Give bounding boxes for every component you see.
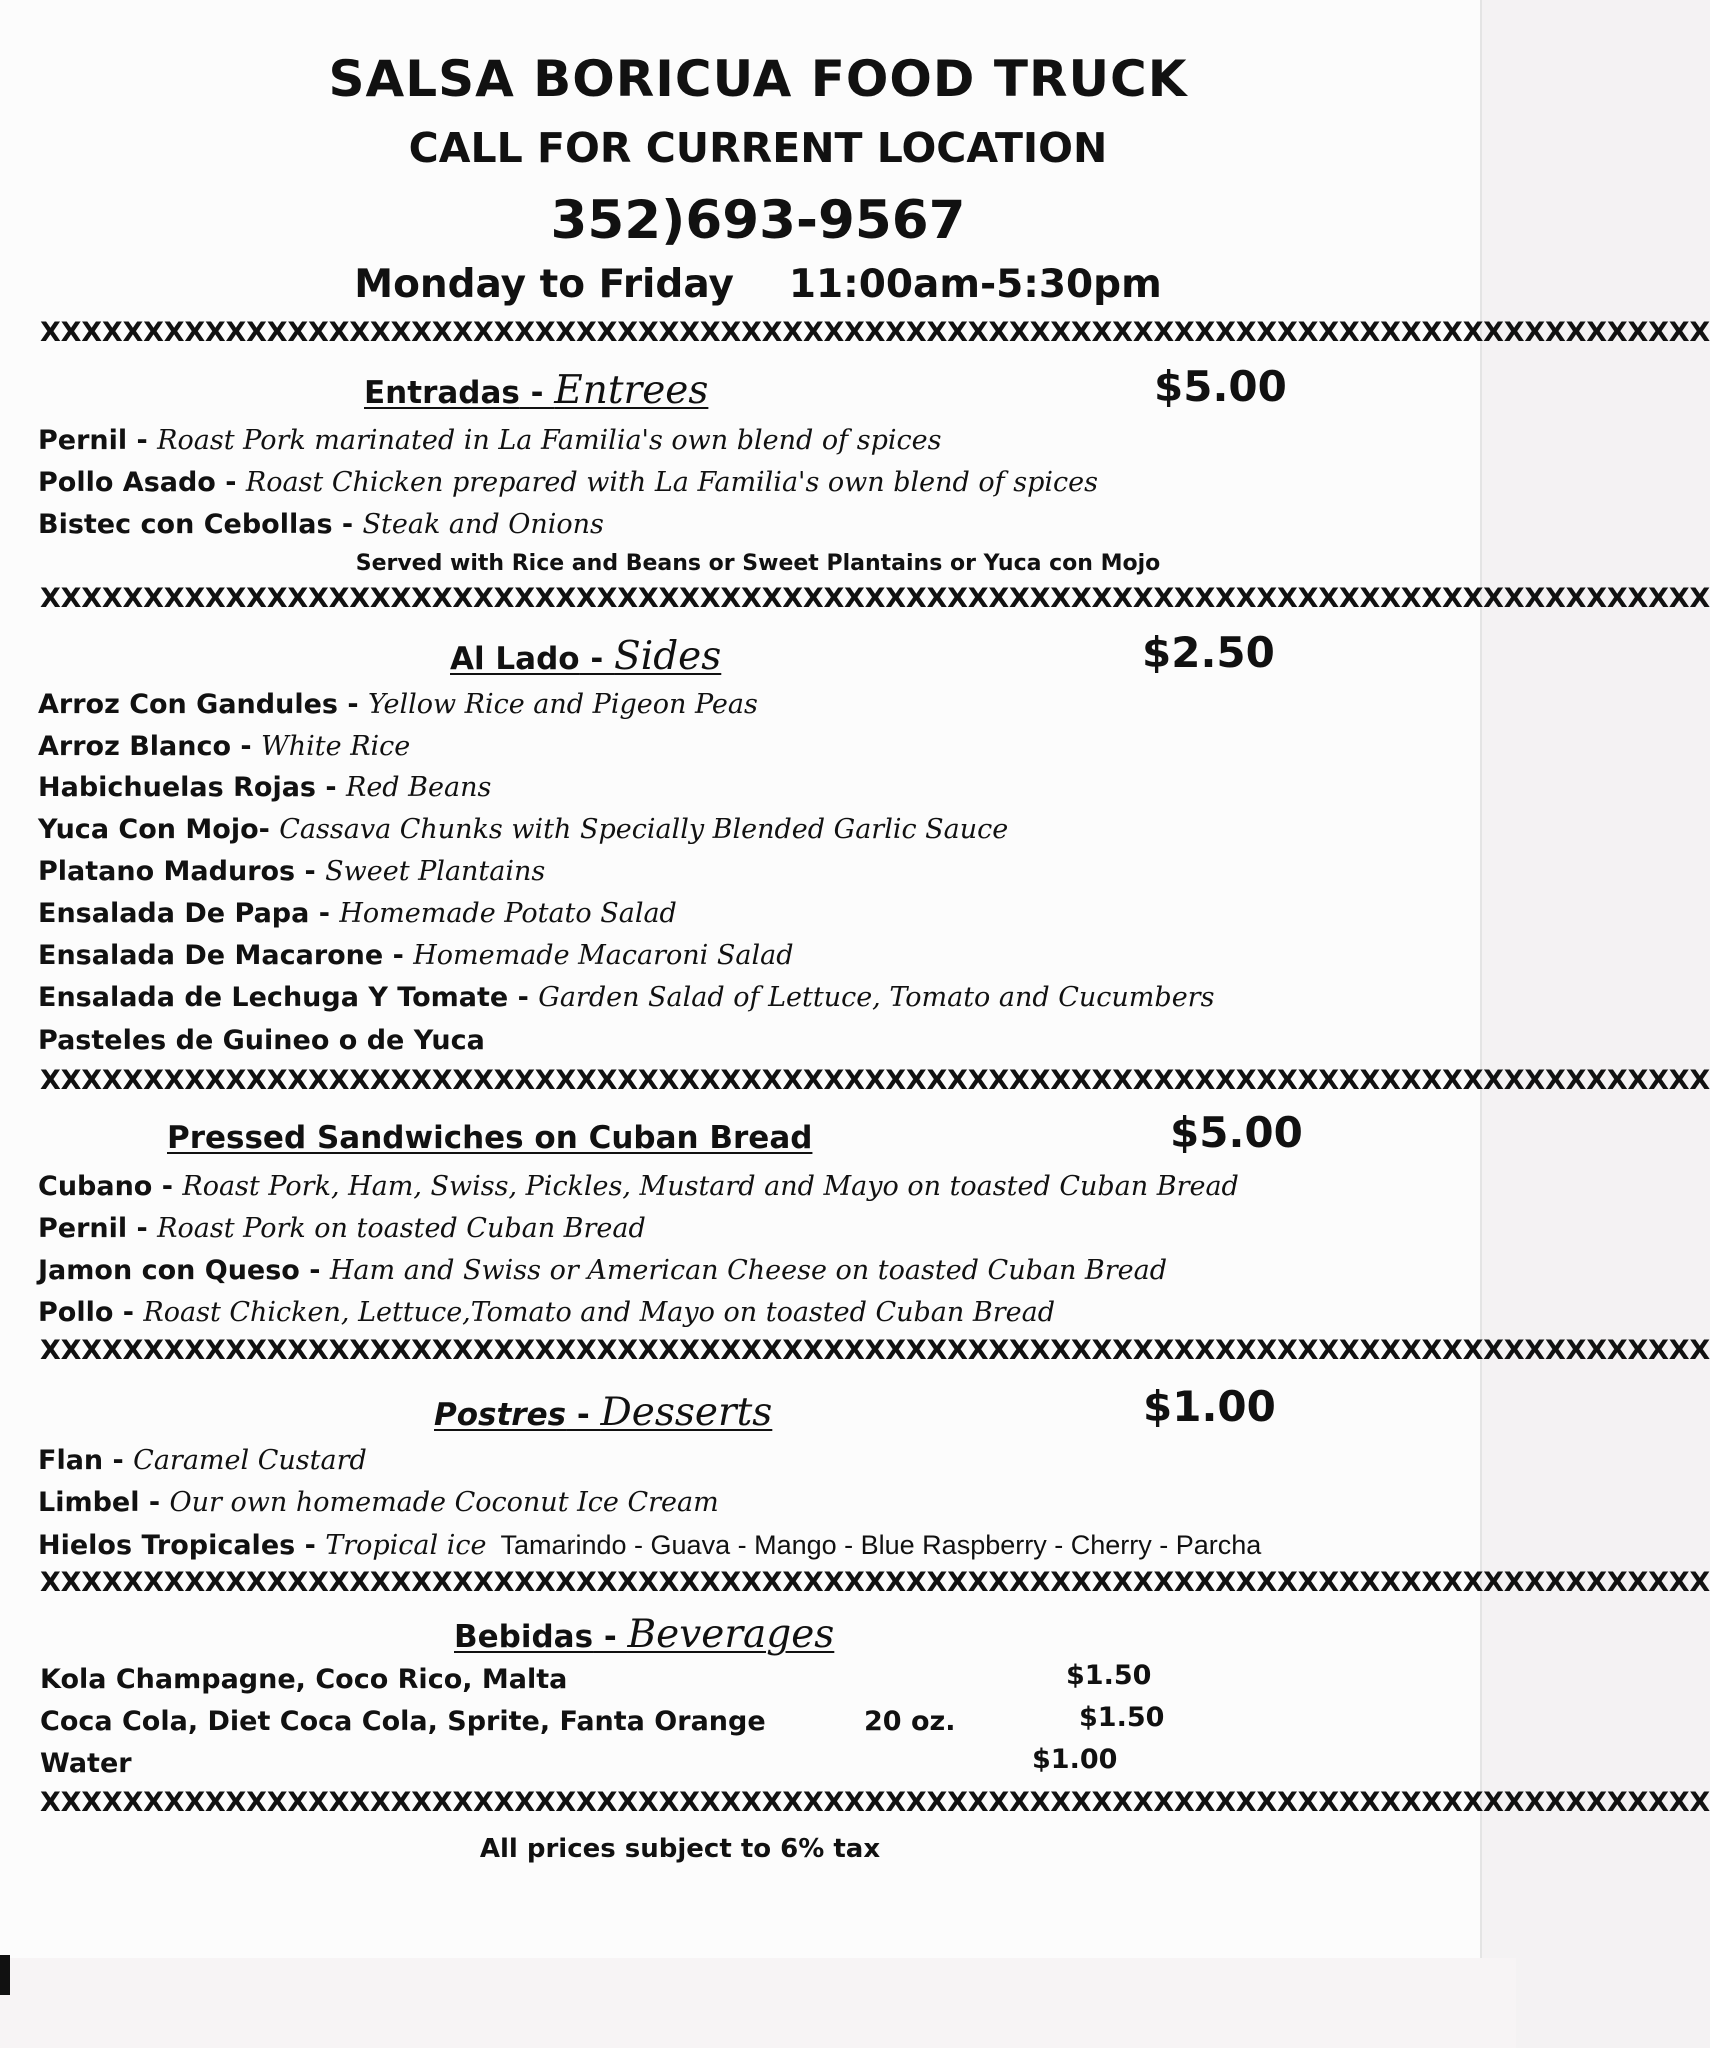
section-price-desserts: $1.00 xyxy=(1143,1382,1276,1431)
menu-item xyxy=(38,1170,1239,1204)
menu-item xyxy=(38,466,1098,500)
item-name: Pollo Asado - xyxy=(38,467,246,498)
menu-item xyxy=(38,1212,646,1246)
beverage-item: Coca Cola, Diet Coca Cola, Sprite, Fanta Orange xyxy=(40,1706,766,1737)
scan-edge-mark xyxy=(0,1955,10,1995)
item-description: Roast Pork, Ham, Swiss, Pickles, Mustard and Mayo on toasted Cuban Bread xyxy=(182,1171,1239,1202)
item-name: Flan - xyxy=(38,1445,134,1476)
tax-note: All prices subject to 6% tax xyxy=(479,1834,881,1864)
menu-item xyxy=(38,730,410,764)
item-description: Sweet Plantains xyxy=(325,856,546,887)
item-name: Arroz Blanco - xyxy=(38,731,262,762)
item-description: Yellow Rice and Pigeon Peas xyxy=(367,689,758,720)
heading-en: Beverages xyxy=(627,1612,835,1657)
item-description: Roast Pork marinated in La Familia's own blend of spices xyxy=(157,425,942,456)
menu-item xyxy=(38,1486,719,1520)
beverage-item: Kola Champagne, Coco Rico, Malta xyxy=(40,1664,568,1695)
item-description: Tropical ice xyxy=(325,1530,487,1561)
heading-dash: - xyxy=(566,1397,601,1433)
menu-item xyxy=(38,508,604,542)
item-name: Arroz Con Gandules - xyxy=(38,689,368,720)
item-name: Platano Maduros - xyxy=(38,856,326,887)
beverage-size: 20 oz. xyxy=(864,1706,956,1737)
section-heading-entrees xyxy=(364,368,708,413)
heading-dash: - xyxy=(579,641,615,677)
phone-number: 352)693-9567 xyxy=(550,190,966,251)
menu-title: SALSA BORICUA FOOD TRUCK xyxy=(328,50,1188,108)
item-name: Pasteles de Guineo o de Yuca xyxy=(38,1025,485,1056)
heading-en: Desserts xyxy=(600,1390,773,1435)
menu-item xyxy=(38,1024,485,1058)
section-heading-sandwiches: Pressed Sandwiches on Cuban Bread xyxy=(167,1120,813,1156)
beverage-price: $1.00 xyxy=(1032,1744,1118,1775)
heading-en: Entrees xyxy=(554,368,709,413)
separator-line: XXXXXXXXXXXXXXXXXXXXXXXXXXXXXXXXXXXXXXXXXXXXXXXXXXXXXXXXXXXXXXXXXXXXXXXXXXXXXXXXX xyxy=(40,1787,1710,1818)
beverage-price: $1.50 xyxy=(1079,1702,1165,1733)
item-description: Roast Chicken prepared with La Familia's own blend of spices xyxy=(245,467,1098,498)
section-heading-sides xyxy=(450,634,721,679)
menu-item xyxy=(38,981,1214,1015)
section-price-sandwiches: $5.00 xyxy=(1170,1108,1303,1157)
item-description: Caramel Custard xyxy=(133,1445,367,1476)
item-name: Limbel - xyxy=(38,1487,170,1518)
item-description: Red Beans xyxy=(346,772,492,803)
menu-item xyxy=(38,855,545,889)
separator-line: XXXXXXXXXXXXXXXXXXXXXXXXXXXXXXXXXXXXXXXXXXXXXXXXXXXXXXXXXXXXXXXXXXXXXXXXXXXXXXXXX xyxy=(40,1335,1710,1366)
menu-item xyxy=(38,813,1008,847)
menu-item xyxy=(38,939,794,973)
item-description: Roast Chicken, Lettuce,Tomato and Mayo on toasted Cuban Bread xyxy=(143,1297,1055,1328)
item-name: Hielos Tropicales - xyxy=(38,1530,326,1561)
item-description: Roast Pork on toasted Cuban Bread xyxy=(157,1213,646,1244)
location-note: CALL FOR CURRENT LOCATION xyxy=(408,124,1108,172)
menu-item xyxy=(38,771,491,805)
item-name: Ensalada De Macarone - xyxy=(38,940,414,971)
item-name: Jamon con Queso - xyxy=(38,1255,330,1286)
item-name: Pollo - xyxy=(38,1297,144,1328)
hours-days: Monday to Friday xyxy=(354,262,734,307)
item-name: Pernil - xyxy=(38,425,158,456)
item-name: Ensalada De Papa - xyxy=(38,898,340,929)
flavor-list: Tamarindo - Guava - Mango - Blue Raspberry - Cherry - Parcha xyxy=(500,1530,1262,1560)
heading-es: Postres xyxy=(434,1397,567,1433)
section-heading-desserts xyxy=(434,1390,772,1435)
section-price-entrees: $5.00 xyxy=(1154,362,1287,411)
heading-en: Sides xyxy=(614,634,722,679)
heading-es: Bebidas xyxy=(454,1619,594,1655)
item-description: Steak and Onions xyxy=(362,509,604,540)
item-description: Homemade Potato Salad xyxy=(339,898,677,929)
beverage-item: Water xyxy=(40,1748,132,1779)
menu-item xyxy=(38,1296,1055,1330)
menu-item xyxy=(38,1528,1261,1563)
item-description: Homemade Macaroni Salad xyxy=(413,940,794,971)
separator-line: XXXXXXXXXXXXXXXXXXXXXXXXXXXXXXXXXXXXXXXXXXXXXXXXXXXXXXXXXXXXXXXXXXXXXXXXXXXXXXXXX xyxy=(40,1567,1710,1598)
item-name: Bistec con Cebollas - xyxy=(38,509,363,540)
separator-line: XXXXXXXXXXXXXXXXXXXXXXXXXXXXXXXXXXXXXXXXXXXXXXXXXXXXXXXXXXXXXXXXXXXXXXXXXXXXXXXXX xyxy=(40,583,1710,614)
item-description: White Rice xyxy=(261,731,411,762)
menu-item xyxy=(38,1444,367,1478)
heading-dash: - xyxy=(519,375,555,411)
heading-es: Al Lado xyxy=(450,641,580,677)
menu-item xyxy=(38,1254,1167,1288)
menu-item xyxy=(38,424,941,458)
item-name: Cubano - xyxy=(38,1171,183,1202)
entrees-served-with-note: Served with Rice and Beans or Sweet Plantains or Yuca con Mojo xyxy=(355,551,1161,576)
section-heading-beverages xyxy=(454,1612,834,1657)
item-description: Garden Salad of Lettuce, Tomato and Cucumbers xyxy=(538,982,1215,1013)
item-name: Ensalada de Lechuga Y Tomate - xyxy=(38,982,539,1013)
item-description: Our own homemade Coconut Ice Cream xyxy=(169,1487,719,1518)
item-description: Cassava Chunks with Specially Blended Garlic Sauce xyxy=(279,814,1009,845)
menu-item xyxy=(38,897,677,931)
item-name: Yuca Con Mojo- xyxy=(38,814,280,845)
separator-line: XXXXXXXXXXXXXXXXXXXXXXXXXXXXXXXXXXXXXXXXXXXXXXXXXXXXXXXXXXXXXXXXXXXXXXXXXXXXXXXXX xyxy=(40,1065,1710,1096)
item-name: Habichuelas Rojas - xyxy=(38,772,346,803)
separator-line: XXXXXXXXXXXXXXXXXXXXXXXXXXXXXXXXXXXXXXXXXXXXXXXXXXXXXXXXXXXXXXXXXXXXXXXXXXXXXXXXX xyxy=(40,317,1710,348)
section-price-sides: $2.50 xyxy=(1142,628,1275,677)
item-name: Pernil - xyxy=(38,1213,158,1244)
hours-time: 11:00am-5:30pm xyxy=(788,262,1162,307)
menu-item xyxy=(38,688,758,722)
scan-background xyxy=(0,1958,1516,2048)
heading-dash: - xyxy=(593,1619,628,1655)
item-description: Ham and Swiss or American Cheese on toasted Cuban Bread xyxy=(329,1255,1168,1286)
business-hours xyxy=(0,262,1516,307)
beverage-price: $1.50 xyxy=(1066,1660,1152,1691)
heading-es: Entradas xyxy=(364,375,520,411)
